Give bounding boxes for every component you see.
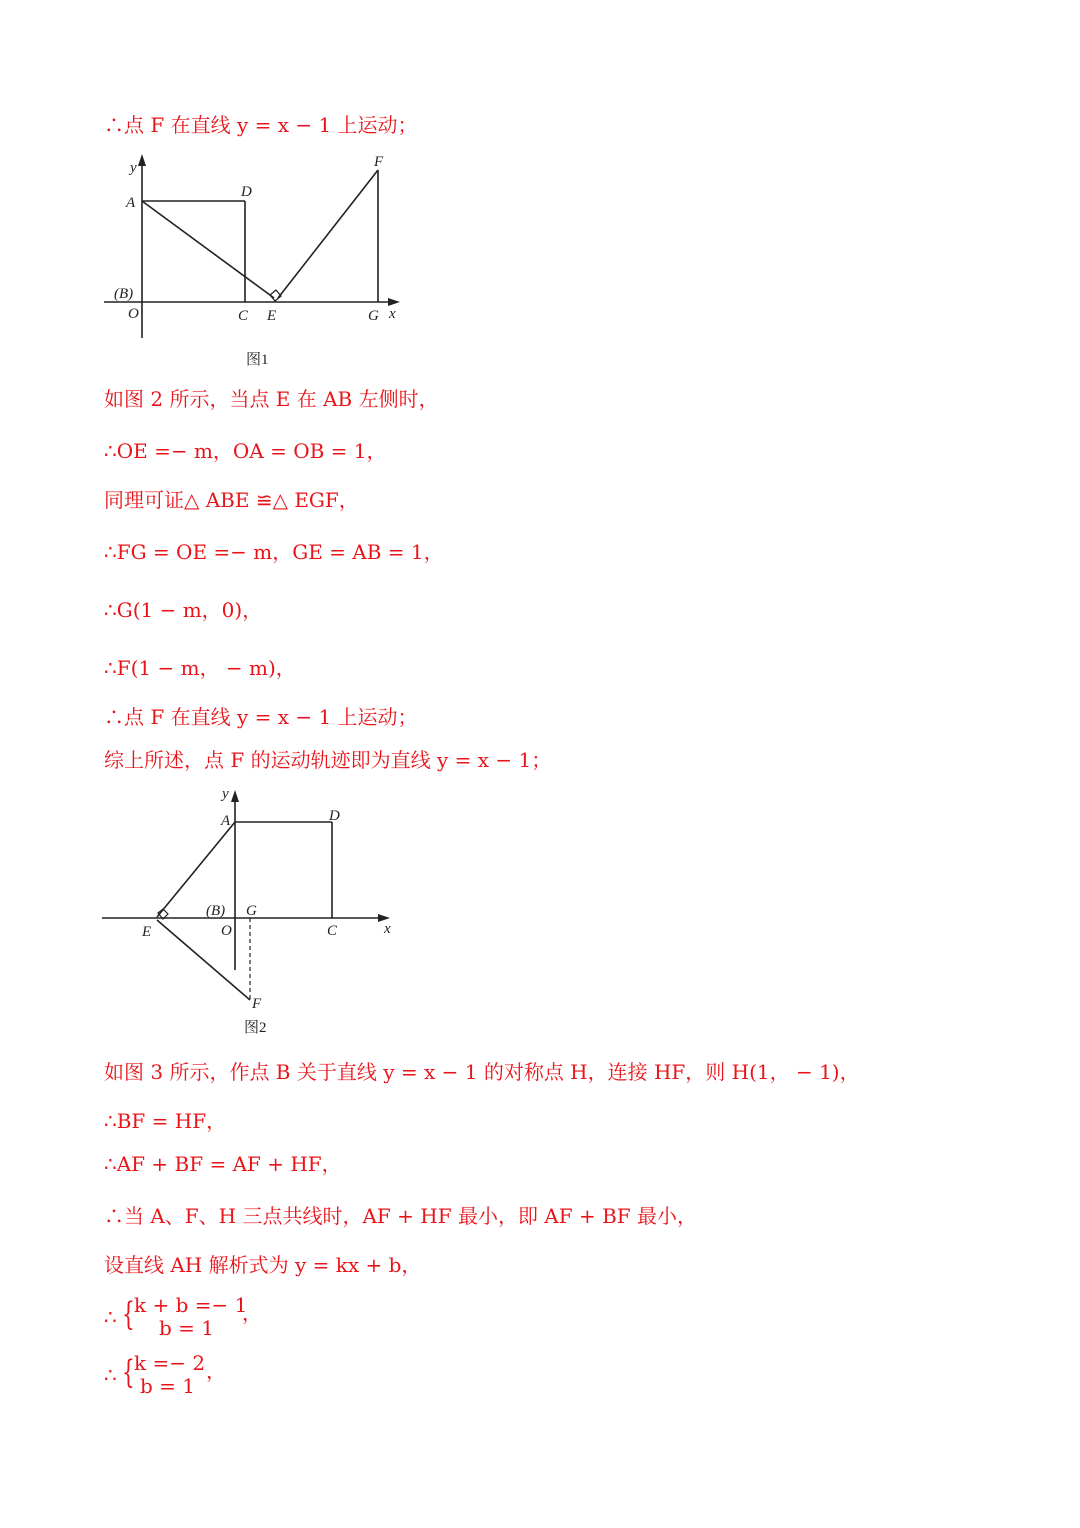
text-line-12: ∴AF + BF = AF + HF， — [104, 1152, 342, 1176]
fig2-segment-ef — [157, 920, 250, 1000]
equation-system-1 — [104, 1294, 304, 1340]
fig1-label-o: O — [128, 306, 139, 322]
fig1-label-e: E — [267, 308, 277, 324]
fig2-label-b: (B) — [206, 903, 226, 919]
text-line-14: 设直线 AH 解析式为 y = kx + b， — [104, 1253, 422, 1277]
fig2-y-arrow — [231, 790, 239, 802]
text-line-13: ∴当 A、F、H 三点共线时，AF + HF 最小，即 AF + BF 最小， — [104, 1204, 698, 1228]
system2-brace: { — [122, 1352, 135, 1391]
text-line-7: ∴F(1 − m， − m)， — [104, 656, 296, 680]
fig2-label-d: D — [329, 808, 340, 824]
system1-therefore: ∴ — [104, 1305, 117, 1329]
text-line-6: ∴G(1 − m，0)， — [104, 598, 263, 622]
fig2-label-y: y — [222, 786, 229, 802]
fig2-label-o: O — [221, 923, 232, 939]
text-line-11: ∴BF = HF， — [104, 1109, 227, 1133]
system1-tail: ， — [242, 1301, 262, 1325]
figure-2 — [100, 782, 420, 1042]
system2-row-1: k =− 2 — [134, 1351, 206, 1375]
fig1-label-b: (B) — [114, 286, 134, 302]
fig1-caption: 图1 — [246, 352, 269, 368]
fig2-label-a: A — [221, 813, 231, 829]
fig2-label-e: E — [142, 924, 152, 940]
fig1-label-c: C — [238, 308, 249, 324]
fig1-label-d: D — [241, 184, 252, 200]
text-line-10: 如图 3 所示，作点 B 关于直线 y = x − 1 的对称点 H，连接 HF，则 H(1， − 1)， — [104, 1060, 860, 1084]
fig2-label-g: G — [246, 903, 257, 919]
fig2-label-c: C — [327, 923, 338, 939]
fig1-segment-ae — [142, 201, 274, 298]
fig2-caption: 图2 — [244, 1020, 267, 1036]
fig1-y-arrow — [138, 154, 146, 166]
fig2-label-f: F — [252, 996, 262, 1012]
text-line-8: ∴点 F 在直线 y = x − 1 上运动； — [104, 705, 418, 729]
fig1-label-f: F — [374, 154, 384, 170]
text-line-1: ∴点 F 在直线 y = x − 1 上运动； — [104, 113, 418, 137]
fig1-label-a: A — [126, 195, 136, 211]
system1-row-2: b = 1 — [159, 1316, 214, 1340]
fig1-segment-ef — [278, 170, 378, 298]
text-line-9: 综上所述，点 F 的运动轨迹即为直线 y = x − 1； — [104, 748, 552, 772]
text-line-3: ∴OE =− m，OA = OB = 1， — [104, 439, 387, 463]
system2-tail: ， — [206, 1359, 226, 1383]
system1-brace: { — [122, 1294, 135, 1333]
fig1-x-arrow — [388, 298, 400, 306]
fig1-label-g: G — [368, 308, 379, 324]
fig1-label-x: x — [389, 306, 396, 322]
figure-1 — [100, 150, 420, 380]
system2-therefore: ∴ — [104, 1363, 117, 1387]
system2-row-2: b = 1 — [140, 1374, 195, 1398]
fig1-label-y: y — [130, 160, 137, 176]
system1-row-1: k + b =− 1 — [134, 1293, 248, 1317]
fig2-label-x: x — [384, 921, 391, 937]
equation-system-2 — [104, 1352, 304, 1398]
text-line-2: 如图 2 所示，当点 E 在 AB 左侧时， — [104, 387, 439, 411]
text-line-4: 同理可证△ ABE ≌△ EGF， — [104, 488, 359, 512]
text-line-5: ∴FG = OE =− m，GE = AB = 1， — [104, 540, 444, 564]
